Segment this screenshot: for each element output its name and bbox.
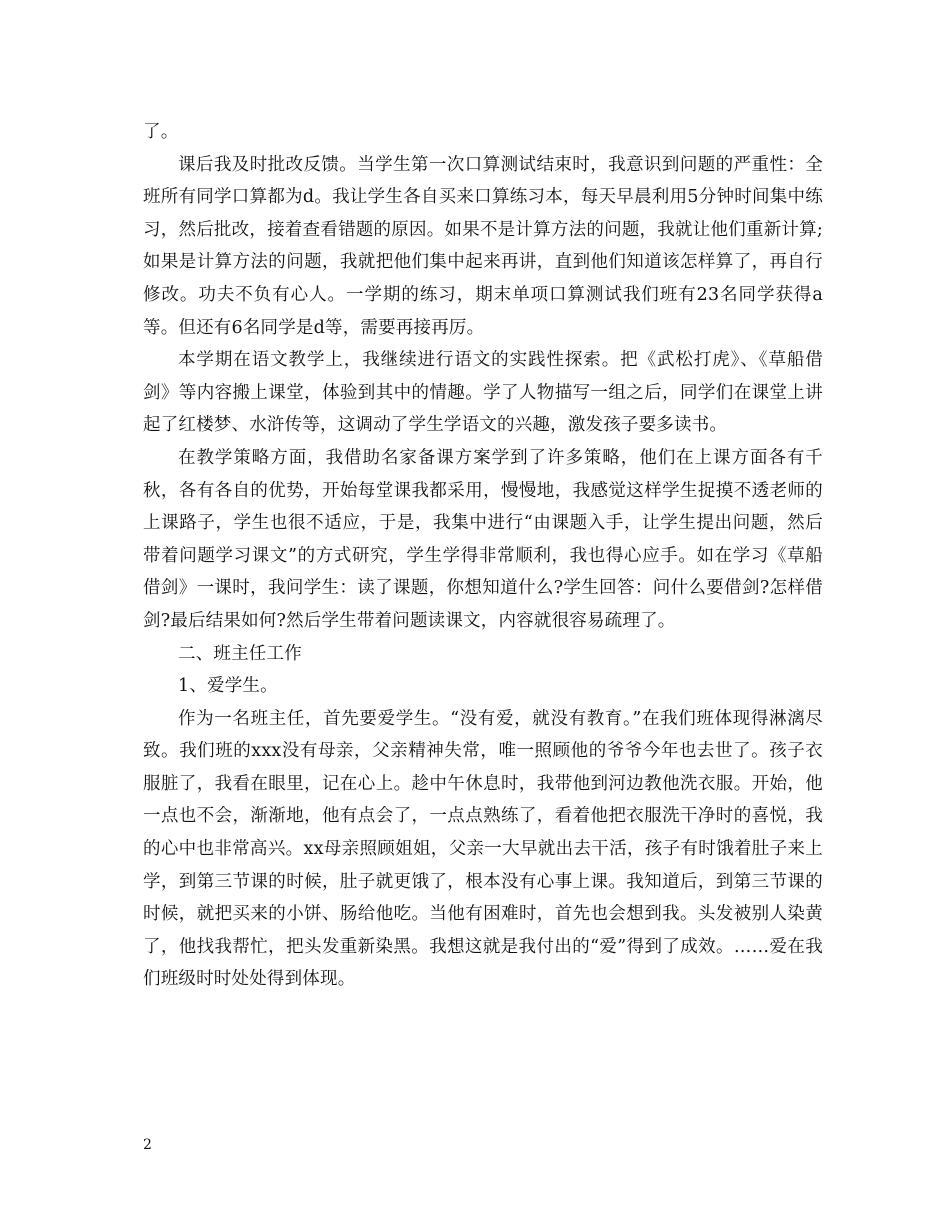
paragraph-continuation: 了。 (143, 122, 179, 142)
subheading-love-students: 1、爱学生。 (178, 676, 278, 697)
paragraph-chinese-teaching: 本学期在语文教学上，我继续进行语文的实践性探索。把《武松打虎》、《草船借剑》等内容搬上课堂，体验到其中的情趣。学了人物描写一组之后，同学们在课堂上讲起了红楼梦、水浒传等，这调动了学生学语文的兴趣，激发孩子要多读书。 (143, 350, 823, 436)
section-heading-class-teacher: 二、班主任工作 (178, 643, 302, 664)
paragraph-oral-math: 课后我及时批改反馈。当学生第一次口算测试结束时，我意识到问题的严重性：全班所有同学口算都为d。我让学生各自买来口算练习本，每天早晨利用5分钟时间集中练习，然后批改，接着查看错题的原因。如果不是计算方法的问题，我就让他们重新计算;如果是计算方法的问题，我就把他们集中起来再讲，直到他们知道该怎样算了，再自行修改。功夫不负有心人。一学期的练习，期末单项口算测试我们班有23名同学获得a等。但还有6名同学是d等，需要再接再厉。 (143, 154, 823, 338)
document-body (143, 116, 823, 996)
paragraph-love-students: 作为一名班主任，首先要爱学生。“没有爱，就没有教育。”在我们班体现得淋漓尽致。我们班的xxx没有母亲，父亲精神失常，唯一照顾他的爷爷今年也去世了。孩子衣服脏了，我看在眼里，记在心上。趁中午休息时，我带他到河边教他洗衣服。开始，他一点也不会，渐渐地，他有点会了，一点点熟练了，看着他把衣服洗干净时的喜悦，我的心中也非常高兴。xx母亲照顾姐姐，父亲一大早就出去干活，孩子有时饿着肚子来上学，到第三节课的时候，肚子就更饿了，根本没有心事上课。我知道后，到第三节课的时候，就把买来的小饼、肠给他吃。当他有困难时，首先也会想到我。头发被别人染黄了，他找我帮忙，把头发重新染黑。我想这就是我付出的“爱”得到了成效。……爱在我们班级时时处处得到体现。 (143, 708, 823, 990)
paragraph-teaching-strategy: 在教学策略方面，我借助名家备课方案学到了许多策略，他们在上课方面各有千秋，各有各自的优势，开始每堂课我都采用，慢慢地，我感觉这样学生捉摸不透老师的上课路子，学生也很不适应，于是，我集中进行“由课题入手，让学生提出问题，然后带着问题学习课文”的方式研究，学生学得非常顺利，我也得心应手。如在学习《草船借剑》一课时，我问学生：读了课题，你想知道什么?学生回答：问什么要借剑?怎样借剑?最后结果如何?然后学生带着问题读课文，内容就很容易疏理了。 (143, 447, 823, 631)
page-number: 2 (143, 1137, 152, 1153)
